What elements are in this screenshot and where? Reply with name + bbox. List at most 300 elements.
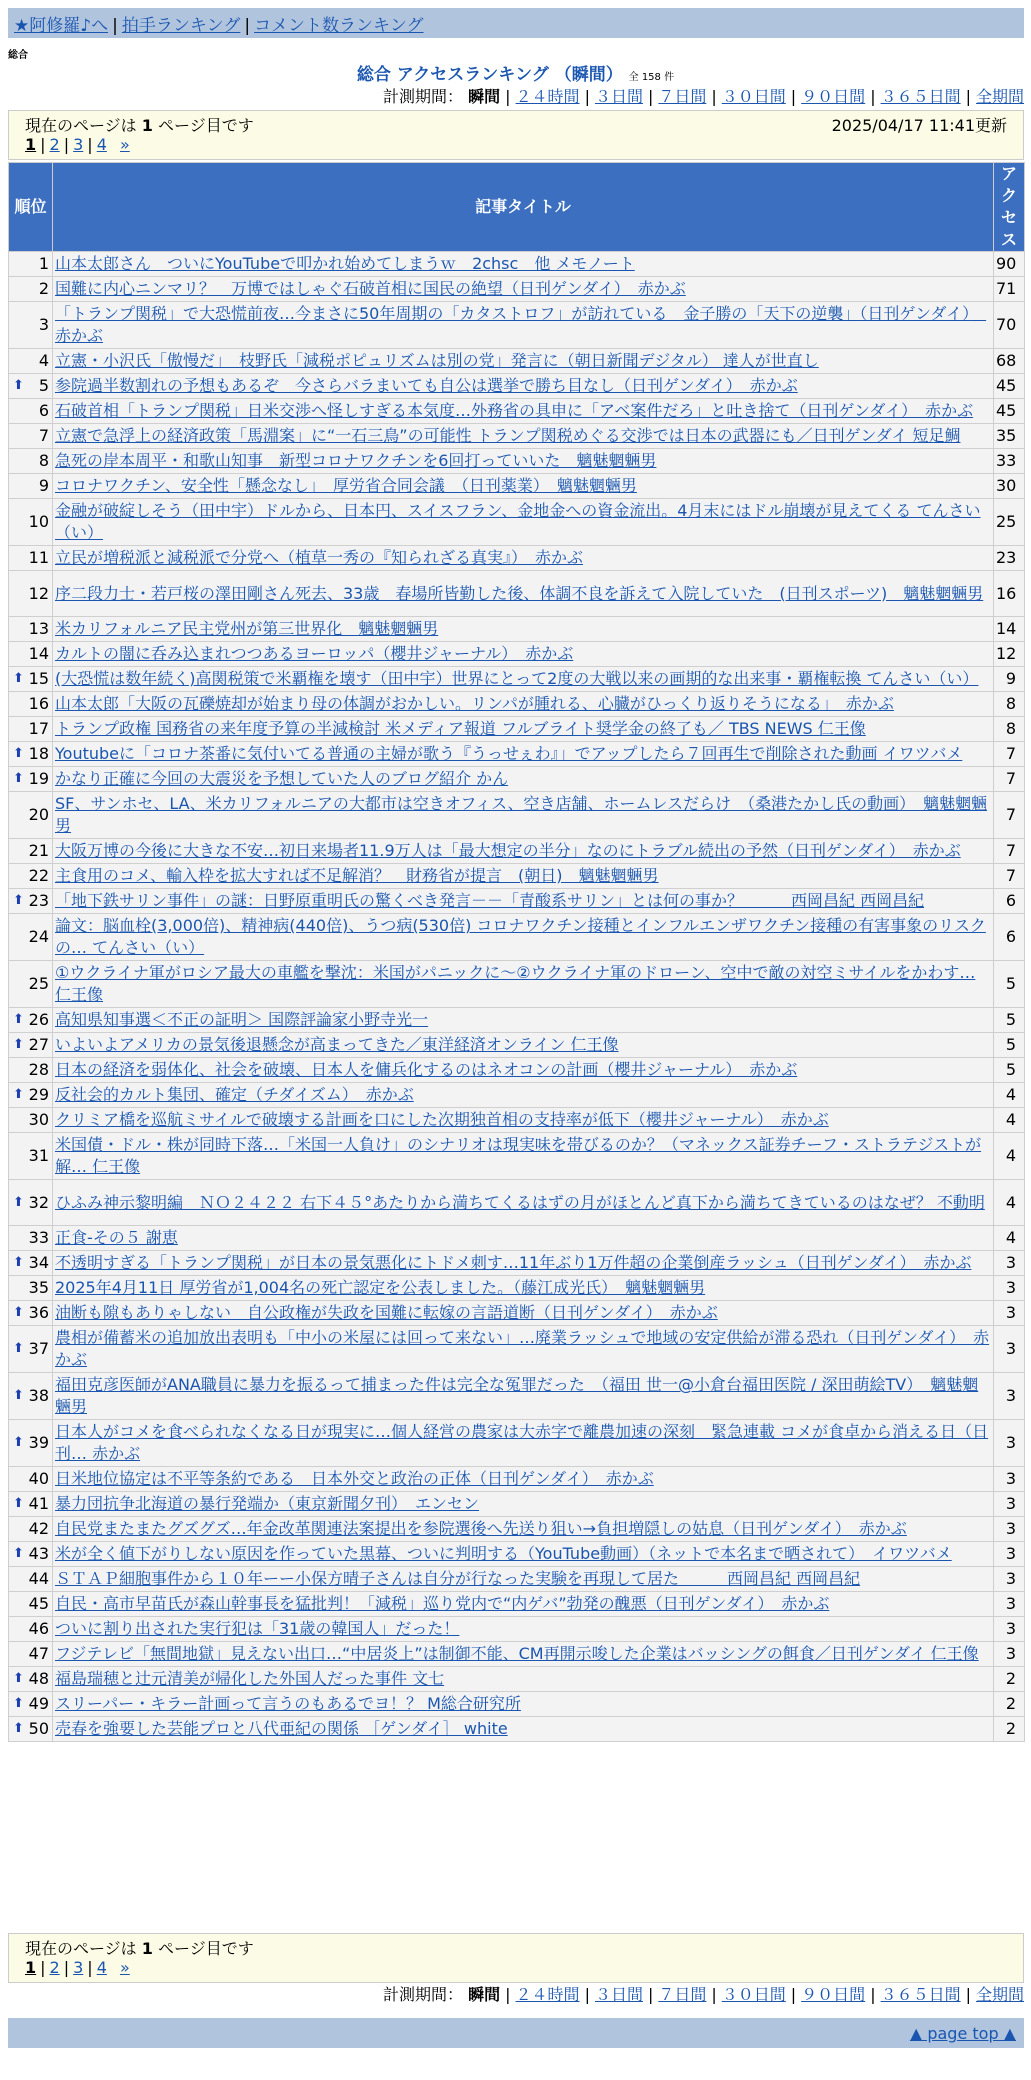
pager-page-2[interactable]: 2 <box>49 135 60 154</box>
title-cell <box>53 374 994 399</box>
table-row <box>9 474 1025 499</box>
access-count: 3 <box>994 1492 1025 1517</box>
table-row <box>9 252 1025 277</box>
title-cell <box>53 302 994 349</box>
table-row <box>9 499 1025 546</box>
rank-number: 8 <box>38 451 49 470</box>
pager-page-3[interactable]: 3 <box>73 135 84 154</box>
access-count: 7 <box>994 742 1025 767</box>
access-count: 8 <box>994 717 1025 742</box>
rank-number: 10 <box>28 512 49 531</box>
rank-number: 39 <box>28 1433 49 1452</box>
rank-cell <box>9 961 53 1008</box>
rank-cell <box>9 1592 53 1617</box>
rank-number: 18 <box>28 744 49 763</box>
page-top-link[interactable]: ▲ page top ▲ <box>909 2024 1016 2043</box>
breadcrumb: 総合 <box>8 50 28 61</box>
ranking-table <box>8 162 1025 1742</box>
period-link-3d[interactable]: ３日間 <box>594 87 643 106</box>
table-row <box>9 1180 1025 1226</box>
title-cell <box>53 1517 994 1542</box>
rank-cell <box>9 667 53 692</box>
ranking-table-body <box>9 252 1025 1742</box>
rank-number: 15 <box>28 669 49 688</box>
article-link[interactable]: ＳＴＡＰ細胞事件から１０年ーー小保方晴子さんは自分が行なった実験を再現して居た 西岡昌紀 西岡昌紀 <box>55 1569 861 1588</box>
rank-cell <box>9 571 53 617</box>
rank-cell <box>9 914 53 961</box>
rank-number: 5 <box>38 376 49 395</box>
table-row <box>9 1420 1025 1467</box>
access-count: 3 <box>994 1617 1025 1642</box>
table-row <box>9 1492 1025 1517</box>
pager-top: 現在のページは 1 ページ目です 2025/04/17 11:41更新 1 | 2 | 3 | 4 » <box>8 110 1024 160</box>
title-cell <box>53 1133 994 1180</box>
rank-number: 42 <box>28 1519 49 1538</box>
access-count: 3 <box>994 1326 1025 1373</box>
access-count: 2 <box>994 1717 1025 1742</box>
article-link[interactable]: 日米地位協定は不平等条約である 日本外交と政治の正体（日刊ゲンダイ） 赤かぶ <box>55 1469 654 1488</box>
article-link[interactable]: Youtubeに「コロナ茶番に気付いてる普通の主婦が歌う『うっせぇわ』」でアップしたら７回再生で削除された動画 イワツバメ <box>55 744 963 763</box>
access-count: 4 <box>994 1133 1025 1180</box>
rank-number: 2 <box>38 279 49 298</box>
table-row <box>9 667 1025 692</box>
table-row <box>9 839 1025 864</box>
table-row <box>9 742 1025 767</box>
nav-link-clap-ranking[interactable]: 拍手ランキング <box>121 16 241 36</box>
title-cell <box>53 1420 994 1467</box>
article-link[interactable]: 「地下鉄サリン事件」の謎：日野原重明氏の驚くべき発言－－「青酸系サリン」とは何の事か？ 西岡昌紀 西岡昌紀 <box>55 891 925 910</box>
article-link[interactable]: 参院過半数割れの予想もあるぞ 今さらバラまいても自公は選挙で勝ち目なし（日刊ゲンダイ） 赤かぶ <box>55 376 798 395</box>
title-cell <box>53 1667 994 1692</box>
period-current: 瞬間 <box>468 1985 501 2004</box>
rank-cell <box>9 1542 53 1567</box>
title-cell <box>53 717 994 742</box>
table-row <box>9 1008 1025 1033</box>
period-selector-bottom: 計測期間： 瞬間 | ２４時間 | ３日間 | ７日間 | ３０日間 | ９０日間 | ３６５日間 | 全期間 <box>383 1985 1024 2004</box>
rank-cell <box>9 1617 53 1642</box>
article-link[interactable]: 農相が備蓄米の追加放出表明も「中小の米屋には回って来ない」…廃業ラッシュで地域の安定供給が滞る恐れ（日刊ゲンダイ） 赤かぶ <box>55 1328 990 1369</box>
title-cell <box>53 792 994 839</box>
article-link[interactable]: 米が全く値下がりしない原因を作っていた黒幕、ついに判明する（YouTube動画）（ネットで本名まで晒されて） イワツバメ <box>55 1544 952 1563</box>
article-link[interactable]: フジテレビ「無間地獄」見えない出口…“中居炎上”は制御不能、CM再開示唆した企業はバッシングの餌食／日刊ゲンダイ 仁王像 <box>55 1644 979 1663</box>
rank-number: 48 <box>28 1669 49 1688</box>
rank-number: 9 <box>38 476 49 495</box>
article-link[interactable]: 2025年4月11日 厚労省が1,004名の死亡認定を公表しました。（藤江成光氏） 魑魅魍魎男 <box>55 1278 706 1297</box>
header-rank: 順位 <box>9 163 53 252</box>
access-count: 7 <box>994 864 1025 889</box>
up-arrow-icon: ⬆ <box>13 1012 24 1027</box>
access-count: 4 <box>994 1083 1025 1108</box>
article-link[interactable]: 暴力団抗争北海道の暴行発端か（東京新聞夕刊） エンセン <box>55 1494 480 1513</box>
title-cell <box>53 1692 994 1717</box>
access-count: 3 <box>994 1373 1025 1420</box>
article-link[interactable]: かなり正確に今回の大震災を予想していた人のブログ紹介 かん <box>55 769 509 788</box>
rank-number: 4 <box>38 351 49 370</box>
period-selector-top: 計測期間： 瞬間 | ２４時間 | ３日間 | ７日間 | ３０日間 | ９０日間 | ３６５日間 | 全期間 <box>383 87 1024 106</box>
rank-cell <box>9 399 53 424</box>
rank-cell <box>9 424 53 449</box>
rank-number: 17 <box>28 719 49 738</box>
rank-cell <box>9 1467 53 1492</box>
up-arrow-icon: ⬆ <box>13 1696 24 1711</box>
access-count: 3 <box>994 1567 1025 1592</box>
rank-cell <box>9 792 53 839</box>
table-row <box>9 1058 1025 1083</box>
pager-prefix: 現在のページは <box>25 1939 137 1958</box>
rank-number: 33 <box>28 1228 49 1247</box>
rank-cell <box>9 692 53 717</box>
title-cell <box>53 742 994 767</box>
article-link[interactable]: ひふみ神示黎明編 ＮＯ２４２２ 右下４５°あたりから満ちてくるはずの月がほとんど真下から満ちてきているのはなぜ？ 不動明 <box>55 1192 985 1212</box>
period-link-24h[interactable]: ２４時間 <box>515 87 580 106</box>
article-link[interactable]: 「トランプ関税」で大恐慌前夜…今まさに50年周期の「カタストロフ」が訪れている 金子勝の「天下の逆襲」（日刊ゲンダイ） 赤かぶ <box>55 304 987 345</box>
title-cell <box>53 914 994 961</box>
up-arrow-icon: ⬆ <box>13 1546 24 1561</box>
table-row <box>9 864 1025 889</box>
access-count: 7 <box>994 792 1025 839</box>
article-link[interactable]: 主食用のコメ、輸入枠を拡大すれば不足解消？ 財務省が提言 (朝日) 魑魅魍魎男 <box>55 866 659 885</box>
rank-cell <box>9 302 53 349</box>
rank-cell <box>9 717 53 742</box>
article-link[interactable]: 福島瑞穂と辻元清美が帰化した外国人だった事件 文七 <box>55 1669 445 1688</box>
pager-bottom: 現在のページは 1 ページ目です 1 | 2 | 3 | 4 » <box>8 1933 1024 1983</box>
rank-number: 46 <box>28 1619 49 1638</box>
article-link[interactable]: 序二段力士・若戸桜の澤田剛さん死去、33歳 春場所皆勤した後、体調不良を訴えて入院していた (日刊スポーツ) 魑魅魍魎男 <box>55 583 984 603</box>
article-link[interactable]: (大恐慌は数年続く)高関税策で米覇権を壊す（田中宇）世界にとって2度の大戦以来の画期的な出来事・覇権転換 てんさい（い） <box>55 669 979 688</box>
table-row <box>9 1542 1025 1567</box>
table-row <box>9 1226 1025 1251</box>
period-link-7d[interactable]: ７日間 <box>658 1985 707 2004</box>
table-header-row <box>9 163 1025 252</box>
title-cell <box>53 1717 994 1742</box>
access-count: 71 <box>994 277 1025 302</box>
article-link[interactable]: ①ウクライナ軍がロシア最大の車艦を撃沈：米国がパニックに〜②ウクライナ軍のドローン、空中で敵の対空ミサイルをかわす… 仁王像 <box>55 963 976 1004</box>
nav-link-asyura[interactable]: ★阿修羅♪へ <box>14 16 109 36</box>
rank-cell <box>9 642 53 667</box>
up-arrow-icon: ⬆ <box>13 1496 24 1511</box>
rank-cell <box>9 1567 53 1592</box>
table-row <box>9 692 1025 717</box>
access-count: 5 <box>994 1008 1025 1033</box>
access-count: 68 <box>994 349 1025 374</box>
access-count: 4 <box>994 1226 1025 1251</box>
rank-number: 40 <box>28 1469 49 1488</box>
article-link[interactable]: 福田克彦医師がANA職員に暴力を振るって捕まった件は完全な冤罪だった （福田 世一@小倉台福田医院 / 深田萌絵TV） 魑魅魍魎男 <box>55 1375 979 1416</box>
rank-number: 32 <box>28 1192 49 1212</box>
title-cell <box>53 1301 994 1326</box>
period-link-365d[interactable]: ３６５日間 <box>880 1985 961 2004</box>
article-link[interactable]: スリーパー・キラー計画って言うのもあるでヨ！？ M総合研究所 <box>55 1694 521 1713</box>
article-link[interactable]: 自民・高市早苗氏が森山幹事長を猛批判！「減税」巡り党内で“内ゲバ”勃発の醜悪（日刊ゲンダイ） 赤かぶ <box>55 1594 830 1613</box>
period-link-90d[interactable]: ９０日間 <box>801 1985 866 2004</box>
title-cell <box>53 1373 994 1420</box>
access-count: 7 <box>994 839 1025 864</box>
access-count: 45 <box>994 374 1025 399</box>
rank-cell <box>9 1251 53 1276</box>
rank-cell <box>9 1276 53 1301</box>
title-cell <box>53 1226 994 1251</box>
title-cell <box>53 1492 994 1517</box>
article-link[interactable]: 大阪万博の今後に大きな不安…初日来場者11.9万人は「最大想定の半分」なのにトラブル続出の予然（日刊ゲンダイ） 赤かぶ <box>55 841 961 860</box>
table-row <box>9 302 1025 349</box>
title-cell <box>53 546 994 571</box>
article-link[interactable]: 油断も隙もありゃしない 自公政権が失政を国難に転嫁の言語道断（日刊ゲンダイ） 赤かぶ <box>55 1303 718 1322</box>
table-row <box>9 914 1025 961</box>
rank-number: 41 <box>28 1494 49 1513</box>
pager-page-1: 1 <box>25 1958 37 1977</box>
table-row <box>9 1251 1025 1276</box>
access-count: 3 <box>994 1420 1025 1467</box>
article-link[interactable]: いよいよアメリカの景気後退懸念が高まってきた／東洋経済オンライン 仁王像 <box>55 1035 619 1054</box>
rank-cell <box>9 449 53 474</box>
title-cell <box>53 1542 994 1567</box>
table-row <box>9 1717 1025 1742</box>
table-row <box>9 1617 1025 1642</box>
access-count: 3 <box>994 1542 1025 1567</box>
rank-number: 49 <box>28 1694 49 1713</box>
table-row <box>9 1033 1025 1058</box>
access-count: 5 <box>994 1058 1025 1083</box>
up-arrow-icon: ⬆ <box>13 378 24 393</box>
rank-cell <box>9 1133 53 1180</box>
article-link[interactable]: 山本太郎「大阪の瓦礫焼却が始まり母の体調がおかしい。リンパが腫れる、心臓がひっくり返りそうになる」 赤かぶ <box>55 694 894 713</box>
title-cell <box>53 1251 994 1276</box>
article-link[interactable]: 日本人がコメを食べられなくなる日が現実に…個人経営の農家は大赤字で離農加速の深刻 緊急連載 コメが食卓から消える日（日刊… 赤かぶ <box>55 1422 989 1463</box>
title-cell <box>53 767 994 792</box>
rank-cell <box>9 889 53 914</box>
rank-cell <box>9 252 53 277</box>
table-row <box>9 1467 1025 1492</box>
rank-cell <box>9 1326 53 1373</box>
article-link[interactable]: 立民が増税派と減税派で分党へ（植草一秀の『知られざる真実』） 赤かぶ <box>55 548 584 567</box>
rank-cell <box>9 1226 53 1251</box>
article-link[interactable]: 急死の岸本周平・和歌山知事 新型コロナワクチンを6回打っていいた 魑魅魍魎男 <box>55 451 657 470</box>
page-title-text: 総合 アクセスランキング （瞬間） <box>356 65 623 85</box>
table-row <box>9 277 1025 302</box>
rank-cell <box>9 1717 53 1742</box>
rank-number: 29 <box>28 1085 49 1104</box>
pager-page-1: 1 <box>25 135 37 154</box>
up-arrow-icon: ⬆ <box>13 1435 24 1450</box>
pager-current-number: 1 <box>141 116 153 135</box>
pager-next[interactable]: » <box>119 1958 130 1977</box>
title-cell <box>53 642 994 667</box>
access-count: 3 <box>994 1467 1025 1492</box>
article-link[interactable]: 正食-その５ 謝恵 <box>55 1228 178 1247</box>
access-count: 12 <box>994 642 1025 667</box>
article-link[interactable]: 論文：脳血栓(3,000倍)、精神病(440倍)、うつ病(530倍) コロナワクチン接種とインフルエンザワクチン接種の有害事象のリスクの… てんさい（い） <box>55 916 986 957</box>
up-arrow-icon: ⬆ <box>13 1341 24 1356</box>
title-cell <box>53 1642 994 1667</box>
rank-number: 31 <box>28 1146 49 1165</box>
rank-number: 13 <box>28 619 49 638</box>
up-arrow-icon: ⬆ <box>13 1305 24 1320</box>
rank-cell <box>9 499 53 546</box>
access-count: 7 <box>994 767 1025 792</box>
table-row <box>9 1108 1025 1133</box>
title-cell <box>53 1083 994 1108</box>
access-count: 3 <box>994 1642 1025 1667</box>
title-cell <box>53 1276 994 1301</box>
rank-cell <box>9 474 53 499</box>
rank-number: 26 <box>28 1010 49 1029</box>
access-count: 3 <box>994 1517 1025 1542</box>
rank-number: 35 <box>28 1278 49 1297</box>
title-cell <box>53 1592 994 1617</box>
access-count: 3 <box>994 1251 1025 1276</box>
article-link[interactable]: 日本の経済を弱体化、社会を破壊、日本人を傭兵化するのはネオコンの計画（櫻井ジャーナル） 赤かぶ <box>55 1060 798 1079</box>
title-cell <box>53 424 994 449</box>
period-link-30d[interactable]: ３０日間 <box>721 1985 786 2004</box>
rank-number: 24 <box>28 927 49 946</box>
pager-page-3[interactable]: 3 <box>73 1958 84 1977</box>
pager-page-4[interactable]: 4 <box>96 1958 107 1977</box>
table-row <box>9 1517 1025 1542</box>
article-link[interactable]: SF、サンホセ、LA、米カリフォルニアの大都市は空きオフィス、空き店舗、ホームレスだらけ （桑港たかし氏の動画） 魑魅魍魎男 <box>55 794 988 835</box>
access-count: 70 <box>994 302 1025 349</box>
pager-page-2[interactable]: 2 <box>49 1958 60 1977</box>
title-cell <box>53 961 994 1008</box>
rank-number: 50 <box>28 1719 49 1738</box>
title-cell <box>53 667 994 692</box>
access-count: 2 <box>994 1667 1025 1692</box>
period-link-365d[interactable]: ３６５日間 <box>880 87 961 106</box>
title-cell <box>53 474 994 499</box>
article-link[interactable]: 石破首相「トランプ関税」日米交渉へ怪しすぎる本気度…外務省の具申に「アベ案件だろ」と吐き捨て（日刊ゲンダイ） 赤かぶ <box>55 401 974 420</box>
article-link[interactable]: 自民党またまたグズグズ…年金改革関連法案提出を参院選後へ先送り狙い→負担増隠しの姑息（日刊ゲンダイ） 赤かぶ <box>55 1519 907 1538</box>
table-row <box>9 1301 1025 1326</box>
rank-cell <box>9 1420 53 1467</box>
rank-number: 23 <box>28 891 49 910</box>
up-arrow-icon: ⬆ <box>13 893 24 908</box>
table-row <box>9 792 1025 839</box>
access-count: 35 <box>994 424 1025 449</box>
period-link-24h[interactable]: ２４時間 <box>515 1985 580 2004</box>
access-count: 33 <box>994 449 1025 474</box>
rank-number: 7 <box>38 426 49 445</box>
table-row <box>9 449 1025 474</box>
title-cell <box>53 1033 994 1058</box>
rank-cell <box>9 1692 53 1717</box>
title-cell <box>53 399 994 424</box>
top-nav <box>8 8 1024 38</box>
rank-number: 36 <box>28 1303 49 1322</box>
access-count: 3 <box>994 1592 1025 1617</box>
article-link[interactable]: 立憲で急浮上の経済政策「馬淵案」に“一石三鳥”の可能性 トランプ関税めぐる交渉では日本の武器にも／日刊ゲンダイ 短足鯛 <box>55 426 961 445</box>
period-link-3d[interactable]: ３日間 <box>594 1985 643 2004</box>
pager-current-number: 1 <box>141 1939 153 1958</box>
period-current: 瞬間 <box>468 87 501 106</box>
period-link-all[interactable]: 全期間 <box>975 87 1024 106</box>
access-count: 2 <box>994 1692 1025 1717</box>
access-count: 4 <box>994 1180 1025 1226</box>
title-cell <box>53 1058 994 1083</box>
article-link[interactable]: コロナワクチン、安全性「懸念なし」 厚労省合同会議 （日刊薬業） 魑魅魍魎男 <box>55 476 637 495</box>
article-link[interactable]: 売春を強要した芸能プロと八代亜紀の関係 ［ゲンダイ］ white <box>55 1719 508 1738</box>
period-link-7d[interactable]: ７日間 <box>658 87 707 106</box>
article-link[interactable]: 国難に内心ニンマリ？ 万博ではしゃぐ石破首相に国民の絶望（日刊ゲンダイ） 赤かぶ <box>55 279 686 298</box>
pager-page-4[interactable]: 4 <box>96 135 107 154</box>
rank-cell <box>9 349 53 374</box>
article-link[interactable]: 山本太郎さん ついにYouTubeで叩かれ始めてしまうｗ 2chsc 他 メモノート <box>55 254 635 273</box>
rank-cell <box>9 839 53 864</box>
access-count: 8 <box>994 692 1025 717</box>
pager-next[interactable]: » <box>119 135 130 154</box>
table-row <box>9 1567 1025 1592</box>
rank-number: 37 <box>28 1339 49 1358</box>
rank-cell <box>9 617 53 642</box>
rank-number: 11 <box>28 548 49 567</box>
pager-suffix: ページ目です <box>158 1939 254 1958</box>
rank-cell <box>9 1083 53 1108</box>
up-arrow-icon: ⬆ <box>13 1087 24 1102</box>
table-row <box>9 961 1025 1008</box>
article-link[interactable]: 米カリフォルニア民主党州が第三世界化 魑魅魍魎男 <box>55 619 439 638</box>
title-cell <box>53 1467 994 1492</box>
rank-number: 27 <box>28 1035 49 1054</box>
up-arrow-icon: ⬆ <box>13 746 24 761</box>
table-row <box>9 889 1025 914</box>
rank-number: 19 <box>28 769 49 788</box>
period-link-30d[interactable]: ３０日間 <box>721 87 786 106</box>
up-arrow-icon: ⬆ <box>13 1037 24 1052</box>
rank-cell <box>9 1108 53 1133</box>
article-link[interactable]: 不透明すぎる「トランプ関税」が日本の景気悪化にトドメ刺す…11年ぶり1万件超の企業倒産ラッシュ（日刊ゲンダイ） 赤かぶ <box>55 1253 972 1272</box>
title-cell <box>53 1180 994 1226</box>
rank-cell <box>9 1301 53 1326</box>
table-row <box>9 1133 1025 1180</box>
article-link[interactable]: 米国債・ドル・株が同時下落…「米国一人負け」のシナリオは現実味を帯びるのか？（マネックス証券チーフ・ストラテジストが解… 仁王像 <box>55 1135 982 1176</box>
article-link[interactable]: カルトの闇に呑み込まれつつあるヨーロッパ（櫻井ジャーナル） 赤かぶ <box>55 644 574 663</box>
article-link[interactable]: 立憲・小沢氏「傲慢だ」 枝野氏「減税ポピュリズムは別の党」発言に（朝日新聞デジタル） 達人が世直し <box>55 351 819 370</box>
article-link[interactable]: トランプ政権 国務省の来年度予算の半減検討 米メディア報道 フルブライト奨学金の終了も／ TBS NEWS 仁王像 <box>55 719 866 738</box>
table-row <box>9 374 1025 399</box>
table-row <box>9 642 1025 667</box>
rank-number: 25 <box>28 974 49 993</box>
period-link-all[interactable]: 全期間 <box>975 1985 1024 2004</box>
table-row <box>9 1692 1025 1717</box>
rank-cell <box>9 546 53 571</box>
access-count: 5 <box>994 1033 1025 1058</box>
table-row <box>9 1326 1025 1373</box>
title-cell <box>53 1108 994 1133</box>
title-cell <box>53 1008 994 1033</box>
title-cell <box>53 571 994 617</box>
up-arrow-icon: ⬆ <box>13 771 24 786</box>
up-arrow-icon: ⬆ <box>13 1388 24 1403</box>
up-arrow-icon: ⬆ <box>13 1721 24 1736</box>
article-link[interactable]: クリミア橋を巡航ミサイルで破壊する計画を口にした次期独首相の支持率が低下（櫻井ジャーナル） 赤かぶ <box>55 1110 829 1129</box>
rank-number: 21 <box>28 841 49 860</box>
rank-number: 45 <box>28 1594 49 1613</box>
article-link[interactable]: 反社会的カルト集団、確定（チダイズム） 赤かぶ <box>55 1085 414 1104</box>
rank-cell <box>9 1008 53 1033</box>
pager-prefix: 現在のページは <box>25 116 137 135</box>
access-count: 9 <box>994 667 1025 692</box>
rank-cell <box>9 1642 53 1667</box>
article-link[interactable]: 金融が破綻しそう（田中宇）ドルから、日本円、スイスフラン、金地金への資金流出。4月末にはドル崩壊が見えてくる てんさい（い） <box>55 501 981 542</box>
item-count: 全 158 件 <box>628 72 675 83</box>
table-row <box>9 617 1025 642</box>
nav-link-comment-ranking[interactable]: コメント数ランキング <box>254 16 424 36</box>
rank-cell <box>9 1373 53 1420</box>
period-link-90d[interactable]: ９０日間 <box>801 87 866 106</box>
rank-number: 28 <box>28 1060 49 1079</box>
access-count: 16 <box>994 571 1025 617</box>
article-link[interactable]: 高知県知事選＜不正の証明＞ 国際評論家小野寺光一 <box>55 1010 429 1029</box>
article-link[interactable]: ついに割り出された実行犯は「31歳の韓国人」だった！ <box>55 1619 460 1638</box>
access-count: 25 <box>994 499 1025 546</box>
